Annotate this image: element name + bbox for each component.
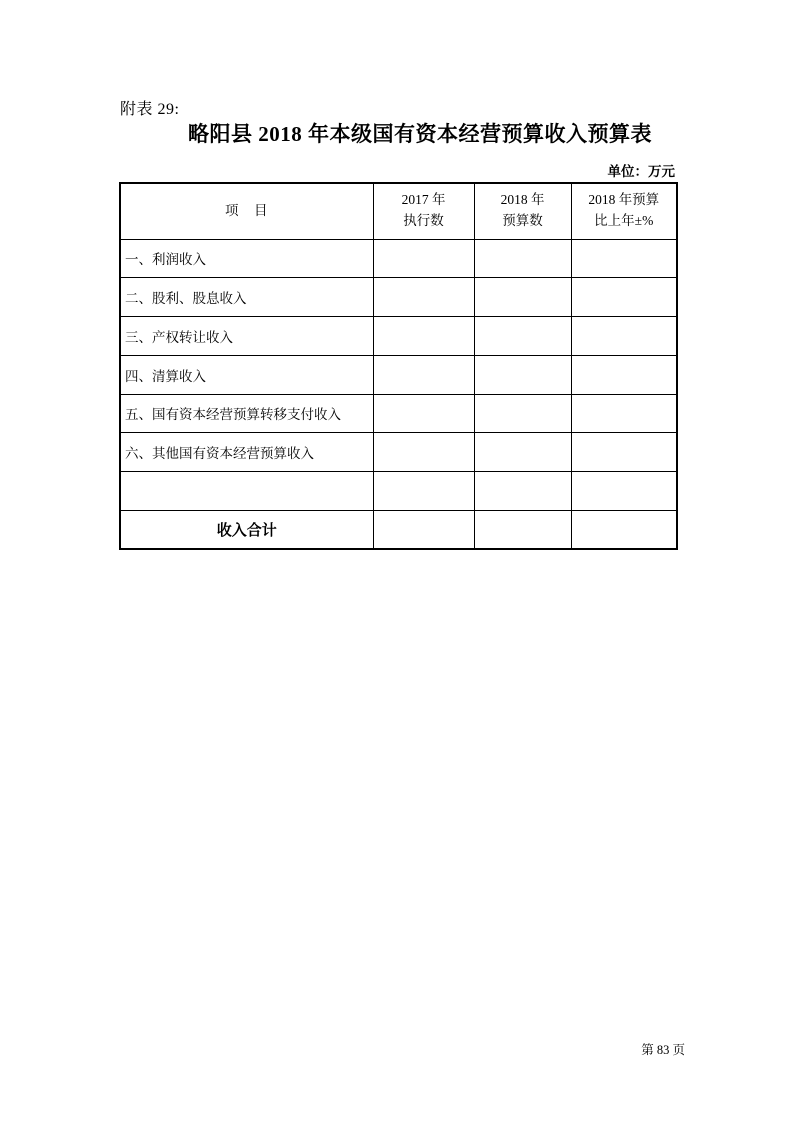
value-2017 [373, 355, 474, 394]
item-label: 一、利润收入 [120, 239, 373, 278]
header-row [120, 183, 677, 239]
header-pct-line1: 2018 年预算 [588, 192, 660, 208]
page-number: 第 83 页 [641, 1043, 685, 1057]
header-2018-budget-line1: 2018 年 [500, 192, 545, 208]
value-pct [571, 510, 677, 549]
header-2018-budget [474, 183, 571, 239]
value-2017 [373, 278, 474, 317]
value-2017 [373, 510, 474, 549]
item-label: 六、其他国有资本经营预算收入 [120, 433, 373, 472]
header-2017-exec-line1: 2017 年 [401, 192, 446, 208]
table-body [120, 239, 677, 549]
value-2018 [474, 317, 571, 356]
header-2017-exec-line2: 执行数 [403, 213, 444, 229]
header-2017-exec [373, 183, 474, 239]
header-pct-line2: 比上年±% [594, 213, 654, 229]
appendix-label: 附表 29: [120, 101, 180, 118]
value-2018 [474, 278, 571, 317]
header-pct-vs-last-year [571, 183, 677, 239]
table-row-empty [120, 472, 677, 511]
table-row [120, 239, 677, 278]
value-pct [571, 317, 677, 356]
value-2017 [373, 317, 474, 356]
table-row [120, 433, 677, 472]
value-pct [571, 472, 677, 511]
value-2018 [474, 355, 571, 394]
value-pct [571, 394, 677, 433]
item-label: 四、清算收入 [120, 355, 373, 394]
value-pct [571, 433, 677, 472]
unit-note: 单位：万元 [607, 164, 675, 179]
table-row [120, 394, 677, 433]
item-label: 二、股利、股息收入 [120, 278, 373, 317]
table-row [120, 278, 677, 317]
value-2018 [474, 394, 571, 433]
page-title: 略阳县 2018 年本级国有资本经营预算收入预算表 [188, 122, 652, 146]
value-2017 [373, 433, 474, 472]
table-row [120, 355, 677, 394]
item-label [120, 472, 373, 511]
value-2017 [373, 394, 474, 433]
table-row [120, 317, 677, 356]
table-row-total [120, 510, 677, 549]
value-2017 [373, 472, 474, 511]
value-pct [571, 278, 677, 317]
value-2018 [474, 472, 571, 511]
value-pct [571, 355, 677, 394]
table-header [120, 183, 677, 239]
value-pct [571, 239, 677, 278]
total-label: 收入合计 [120, 510, 373, 549]
item-label: 五、国有资本经营预算转移支付收入 [120, 394, 373, 433]
header-item: 项 目 [120, 183, 373, 239]
header-2018-budget-line2: 预算数 [502, 213, 543, 229]
value-2018 [474, 239, 571, 278]
value-2017 [373, 239, 474, 278]
value-2018 [474, 433, 571, 472]
value-2018 [474, 510, 571, 549]
item-label: 三、产权转让收入 [120, 317, 373, 356]
budget-income-table [119, 182, 678, 550]
